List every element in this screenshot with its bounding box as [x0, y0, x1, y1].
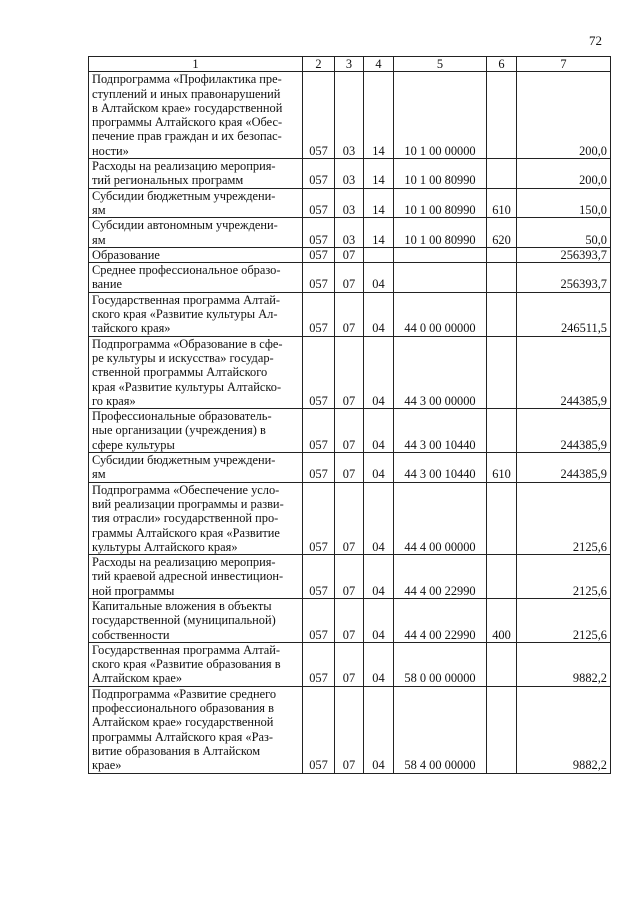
row-name	[89, 292, 303, 336]
section-code-cell: 03	[335, 72, 364, 159]
amount-cell: 2125,6	[517, 555, 611, 599]
amount-cell: 2125,6	[517, 482, 611, 554]
admin-code-cell: 057	[303, 482, 335, 554]
table-row	[89, 263, 611, 293]
page-number: 72	[589, 33, 602, 48]
table-row	[89, 336, 611, 408]
subsection-code-cell: 04	[364, 453, 394, 483]
table-row	[89, 686, 611, 773]
target-article-cell: 10 1 00 80990	[394, 188, 487, 218]
row-name-line: профессионального образования в	[92, 701, 274, 716]
section-code-cell: 07	[335, 453, 364, 483]
row-name	[89, 72, 303, 159]
target-article-cell: 44 4 00 22990	[394, 555, 487, 599]
subsection-code-cell: 14	[364, 188, 394, 218]
row-name	[89, 159, 303, 189]
subsection-code-cell: 04	[364, 482, 394, 554]
row-name-line: крае»	[92, 758, 122, 773]
table-row	[89, 409, 611, 453]
row-name-line: Профессиональные образователь-	[92, 409, 272, 424]
section-code-cell: 07	[335, 555, 364, 599]
amount-cell: 244385,9	[517, 336, 611, 408]
target-article-cell: 58 4 00 00000	[394, 686, 487, 773]
row-name-line: края «Развитие культуры Алтайско-	[92, 379, 282, 394]
subsection-code-cell: 04	[364, 292, 394, 336]
section-code-cell: 03	[335, 159, 364, 189]
row-name	[89, 336, 303, 408]
expense-type-cell	[487, 686, 517, 773]
amount-cell: 244385,9	[517, 453, 611, 483]
section-code-cell: 07	[335, 336, 364, 408]
subsection-code-cell	[364, 247, 394, 262]
admin-code-cell: 057	[303, 188, 335, 218]
admin-code-cell: 057	[303, 642, 335, 686]
column-header: 2	[303, 57, 335, 72]
expense-type-cell	[487, 263, 517, 293]
column-header: 3	[335, 57, 364, 72]
table-row	[89, 188, 611, 218]
table-row	[89, 598, 611, 642]
header-row	[89, 57, 611, 72]
row-name-line: ственной программы Алтайского	[92, 365, 268, 380]
admin-code-cell: 057	[303, 72, 335, 159]
row-name-line: ности»	[92, 143, 129, 158]
row-name	[89, 686, 303, 773]
expense-type-cell	[487, 292, 517, 336]
amount-cell: 200,0	[517, 159, 611, 189]
target-article-cell: 10 1 00 80990	[394, 159, 487, 189]
target-article-cell	[394, 247, 487, 262]
row-name	[89, 555, 303, 599]
section-code-cell: 07	[335, 292, 364, 336]
row-name-line: Подпрограмма «Профилактика пре-	[92, 72, 282, 87]
row-name-line: культуры Алтайского края»	[92, 539, 238, 554]
admin-code-cell: 057	[303, 218, 335, 248]
row-name	[89, 598, 303, 642]
expense-type-cell: 610	[487, 453, 517, 483]
row-name	[89, 482, 303, 554]
target-article-cell: 44 0 00 00000	[394, 292, 487, 336]
amount-cell: 200,0	[517, 72, 611, 159]
row-name-line: вий реализации программы и разви-	[92, 496, 284, 511]
expense-type-cell	[487, 247, 517, 262]
amount-cell: 256393,7	[517, 263, 611, 293]
expense-type-cell	[487, 642, 517, 686]
row-name-line: витие образования в Алтайском	[92, 743, 261, 758]
expense-type-cell	[487, 336, 517, 408]
amount-cell: 2125,6	[517, 598, 611, 642]
table-row	[89, 642, 611, 686]
target-article-cell: 44 3 00 10440	[394, 453, 487, 483]
target-article-cell: 44 3 00 00000	[394, 336, 487, 408]
row-name	[89, 642, 303, 686]
target-article-cell: 10 1 00 00000	[394, 72, 487, 159]
row-name-line: Капитальные вложения в объекты	[92, 598, 272, 613]
section-code-cell: 07	[335, 482, 364, 554]
table-row	[89, 218, 611, 248]
subsection-code-cell: 04	[364, 686, 394, 773]
column-header: 7	[517, 57, 611, 72]
row-name-line: ского края «Развитие образования в	[92, 657, 281, 672]
row-name-line: сфере культуры	[92, 437, 175, 452]
target-article-cell: 44 4 00 22990	[394, 598, 487, 642]
row-name-line: Подпрограмма «Обеспечение усло-	[92, 482, 280, 497]
admin-code-cell: 057	[303, 598, 335, 642]
row-name-line: тия отрасли» государственной про-	[92, 511, 279, 526]
row-name-line: Расходы на реализацию мероприя-	[92, 159, 276, 174]
admin-code-cell: 057	[303, 555, 335, 599]
row-name-line: печение прав граждан и их безопас-	[92, 129, 282, 144]
target-article-cell: 58 0 00 00000	[394, 642, 487, 686]
row-name-line: Среднее профессиональное образо-	[92, 263, 281, 278]
expense-type-cell: 400	[487, 598, 517, 642]
row-name-line: Субсидии бюджетным учреждени-	[92, 188, 276, 203]
row-name-line: ям	[92, 467, 106, 482]
section-code-cell: 03	[335, 218, 364, 248]
row-name	[89, 409, 303, 453]
row-name	[89, 263, 303, 293]
row-name-line: собственности	[92, 627, 170, 642]
table-row	[89, 247, 611, 262]
row-name-line: граммы Алтайского края «Развитие	[92, 525, 280, 540]
row-name-line: Образование	[92, 247, 160, 262]
section-code-cell: 07	[335, 263, 364, 293]
row-name-line: Государственная программа Алтай-	[92, 642, 281, 657]
table-row	[89, 159, 611, 189]
admin-code-cell: 057	[303, 336, 335, 408]
admin-code-cell: 057	[303, 409, 335, 453]
amount-cell: 150,0	[517, 188, 611, 218]
expense-type-cell	[487, 482, 517, 554]
row-name-line: Подпрограмма «Развитие среднего	[92, 686, 277, 701]
admin-code-cell: 057	[303, 686, 335, 773]
admin-code-cell: 057	[303, 453, 335, 483]
section-code-cell: 03	[335, 188, 364, 218]
expense-type-cell	[487, 409, 517, 453]
row-name-line: ского края «Развитие культуры Ал-	[92, 307, 278, 322]
row-name-line: Государственная программа Алтай-	[92, 292, 281, 307]
subsection-code-cell: 04	[364, 409, 394, 453]
row-name-line: государственной (муниципальной)	[92, 613, 276, 628]
target-article-cell: 10 1 00 80990	[394, 218, 487, 248]
admin-code-cell: 057	[303, 292, 335, 336]
row-name-line: Субсидии автономным учреждени-	[92, 218, 278, 233]
table-row	[89, 482, 611, 554]
amount-cell: 9882,2	[517, 642, 611, 686]
column-header: 6	[487, 57, 517, 72]
row-name	[89, 453, 303, 483]
row-name-line: го края»	[92, 393, 136, 408]
row-name-line: вание	[92, 277, 122, 292]
amount-cell: 244385,9	[517, 409, 611, 453]
row-name-line: Субсидии бюджетным учреждени-	[92, 453, 276, 468]
expense-type-cell	[487, 555, 517, 599]
row-name	[89, 188, 303, 218]
row-name-line: тайского края»	[92, 321, 171, 336]
subsection-code-cell: 14	[364, 218, 394, 248]
column-header: 1	[89, 57, 303, 72]
row-name-line: ступлений и иных правонарушений	[92, 86, 281, 101]
expense-type-cell: 620	[487, 218, 517, 248]
row-name-line: ре культуры и искусства» государ-	[92, 350, 274, 365]
row-name	[89, 218, 303, 248]
expense-type-cell	[487, 72, 517, 159]
row-name-line: ям	[92, 202, 106, 217]
row-name-line: программы Алтайского края «Обес-	[92, 115, 283, 130]
target-article-cell	[394, 263, 487, 293]
row-name-line: тий региональных программ	[92, 173, 244, 188]
row-name-line: тий краевой адресной инвестицион-	[92, 569, 284, 584]
expense-type-cell	[487, 159, 517, 189]
row-name-line: в Алтайском крае» государственной	[92, 100, 283, 115]
admin-code-cell: 057	[303, 263, 335, 293]
subsection-code-cell: 14	[364, 72, 394, 159]
row-name-line: Алтайском крае»	[92, 671, 183, 686]
admin-code-cell: 057	[303, 159, 335, 189]
amount-cell: 256393,7	[517, 247, 611, 262]
section-code-cell: 07	[335, 409, 364, 453]
row-name-line: программы Алтайского края «Раз-	[92, 729, 274, 744]
column-header: 4	[364, 57, 394, 72]
row-name-line: Расходы на реализацию мероприя-	[92, 555, 276, 570]
budget-table	[88, 56, 611, 774]
table-row	[89, 453, 611, 483]
admin-code-cell: 057	[303, 247, 335, 262]
row-name-line: ные организации (учреждения) в	[92, 423, 266, 438]
row-name-line: ям	[92, 232, 106, 247]
subsection-code-cell: 04	[364, 263, 394, 293]
row-name-line: Подпрограмма «Образование в сфе-	[92, 336, 283, 351]
table-row	[89, 72, 611, 159]
subsection-code-cell: 04	[364, 336, 394, 408]
column-header: 5	[394, 57, 487, 72]
target-article-cell: 44 4 00 00000	[394, 482, 487, 554]
section-code-cell: 07	[335, 686, 364, 773]
section-code-cell: 07	[335, 598, 364, 642]
subsection-code-cell: 04	[364, 642, 394, 686]
amount-cell: 50,0	[517, 218, 611, 248]
row-name-line: Алтайском крае» государственной	[92, 715, 274, 730]
amount-cell: 246511,5	[517, 292, 611, 336]
target-article-cell: 44 3 00 10440	[394, 409, 487, 453]
subsection-code-cell: 04	[364, 598, 394, 642]
section-code-cell: 07	[335, 247, 364, 262]
subsection-code-cell: 14	[364, 159, 394, 189]
table-row	[89, 292, 611, 336]
row-name-line: ной программы	[92, 583, 175, 598]
row-name	[89, 247, 303, 262]
expense-type-cell: 610	[487, 188, 517, 218]
section-code-cell: 07	[335, 642, 364, 686]
amount-cell: 9882,2	[517, 686, 611, 773]
subsection-code-cell: 04	[364, 555, 394, 599]
table-row	[89, 555, 611, 599]
